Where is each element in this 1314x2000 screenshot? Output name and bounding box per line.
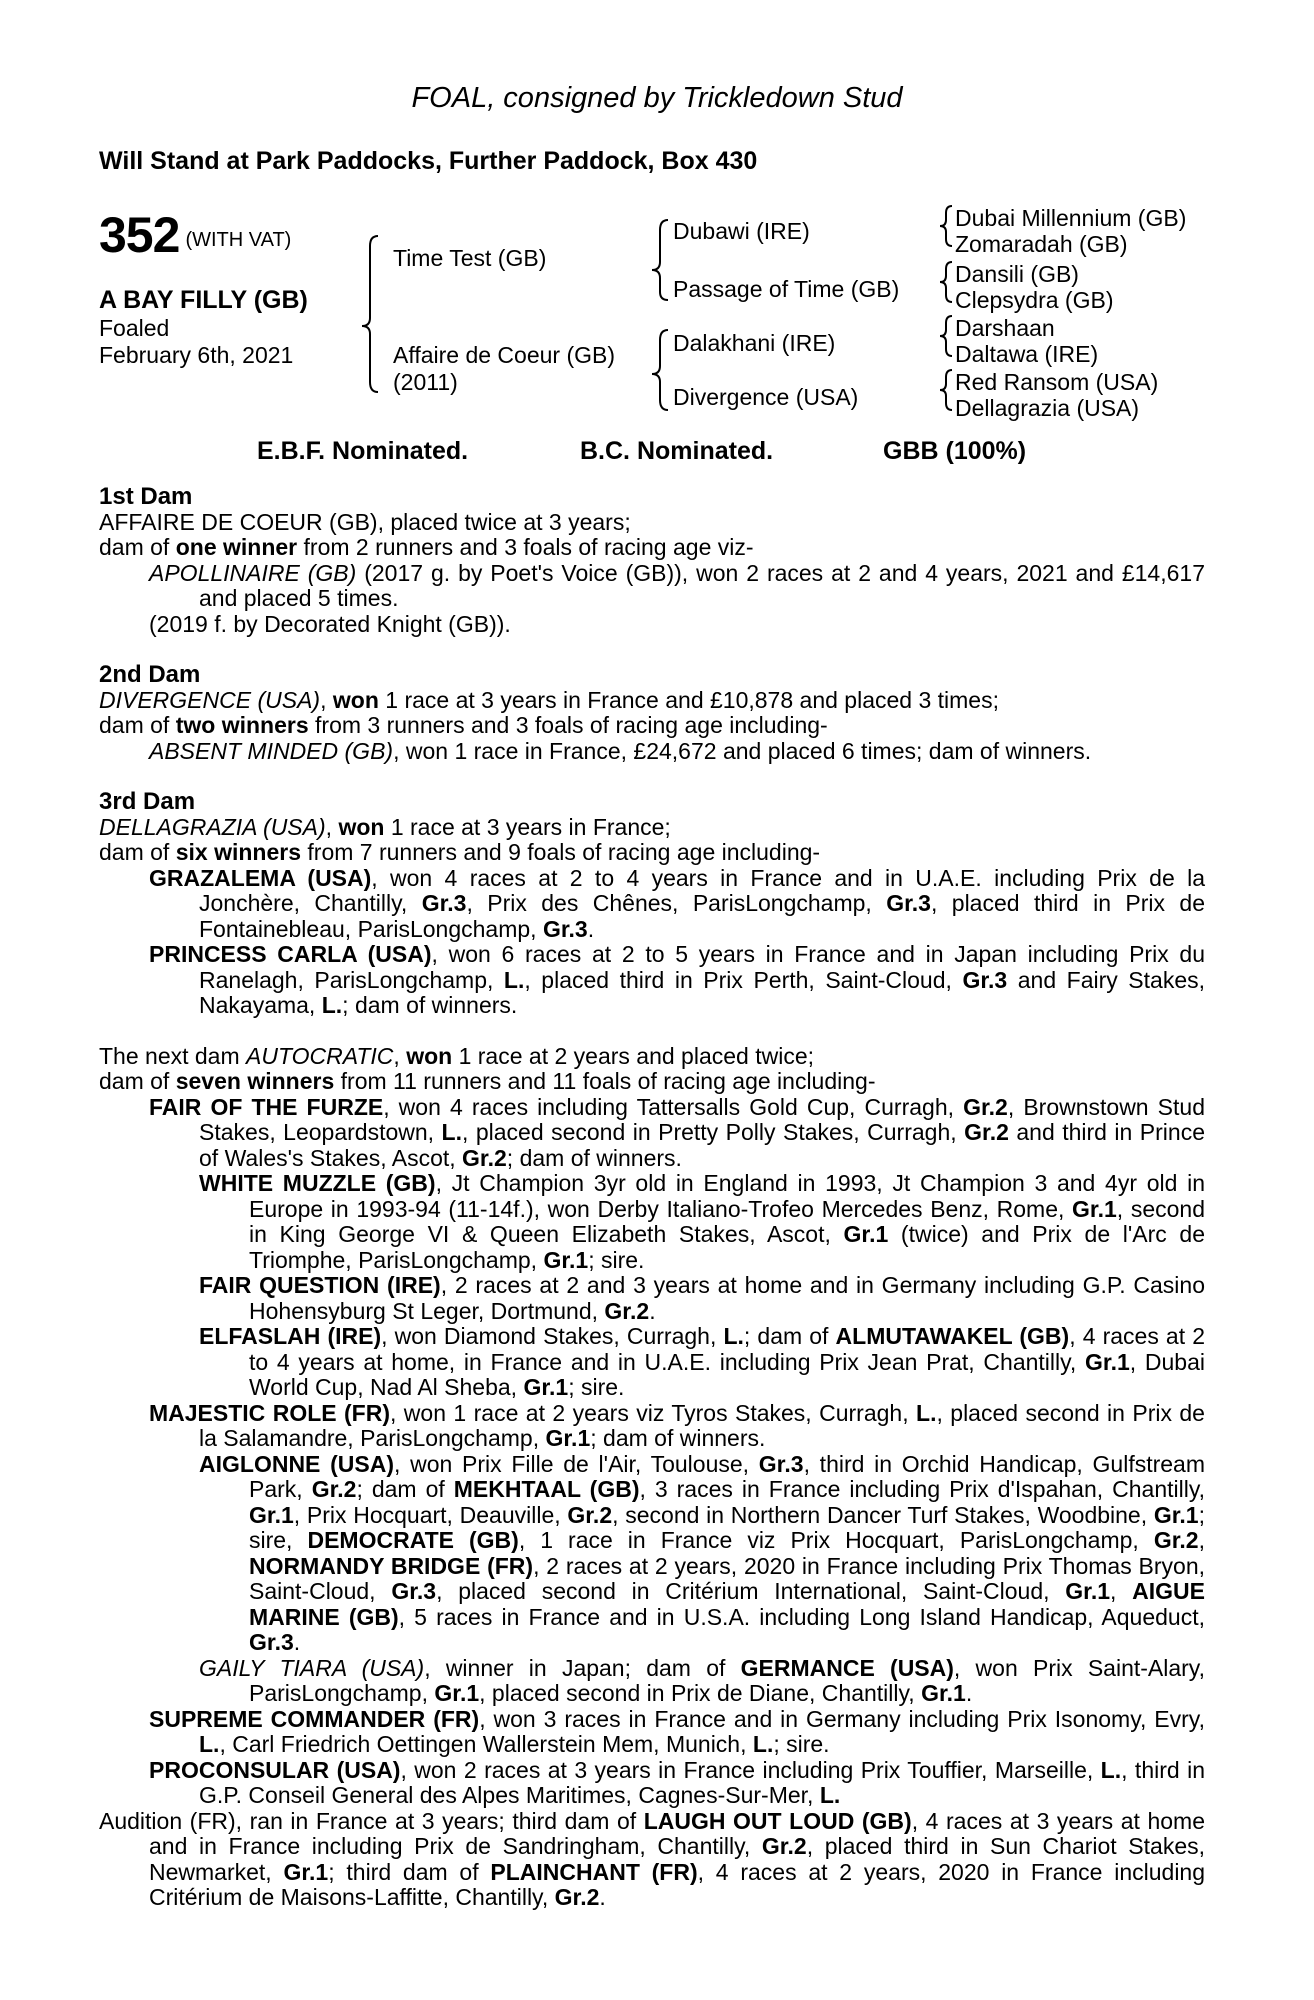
text-run-bold: MEKHTAAL (GB) (453, 1476, 640, 1502)
foaled-label: Foaled (99, 315, 170, 341)
text-run: , 2 races at 2 and 3 years at home and in Germany including G.P. Casino Hohensyburg St Leger, Dortmund, (249, 1272, 1205, 1324)
text-run-bold: GERMANCE (USA) (740, 1654, 954, 1681)
apollinaire-entry (99, 561, 1205, 612)
text-run: , third in G.P. Conseil General des Alpes Maritimes, Cagnes-Sur-Mer, (199, 1756, 1205, 1808)
text-run: , placed third in Prix de Fontainebleau, ParisLongchamp, (199, 890, 1205, 942)
text-run-bold: SUPREME COMMANDER (FR) (149, 1705, 480, 1732)
text-run-bold: Gr.1 (1153, 1501, 1199, 1528)
text-run-bold: L. (819, 1782, 841, 1808)
text-run-bold: Gr.1 (1065, 1578, 1111, 1604)
text-run: , Prix des Chênes, ParisLongchamp, (466, 890, 887, 916)
text-run-bold: Gr.1 (283, 1858, 329, 1885)
stand-location: Will Stand at Park Paddocks, Further Paddock, Box 430 (99, 147, 758, 175)
text-run-bold: Gr.2 (604, 1297, 650, 1324)
text-run: ; dam of (356, 1476, 454, 1502)
text-run-bold: seven winners (175, 1069, 335, 1094)
third-dam-produce-line (99, 840, 1205, 866)
first-dam-line: AFFAIRE DE COEUR (GB), placed twice at 3 years; (99, 509, 631, 535)
text-run: , 4 races at 2 to 4 years at home, in France and in U.A.E. including Prix Jean Prat, Chantilly, (249, 1323, 1205, 1375)
text-run: , Dubai World Cup, Nad Al Sheba, (249, 1348, 1205, 1400)
text-run-bold: Gr.1 (1072, 1195, 1117, 1222)
text-run-bold: FAIR QUESTION (IRE) (199, 1272, 441, 1298)
text-run: , won 2 races at 3 years in France including Prix Touffier, Marseille, (400, 1756, 1101, 1783)
text-run: 1 race at 2 years and placed twice; (452, 1043, 815, 1069)
text-run: ; sire. (588, 1246, 645, 1273)
pedigree-dam (393, 342, 615, 396)
text-run: , second in Northern Dancer Turf Stakes, Woodbine, (612, 1501, 1154, 1528)
text-run: , won Diamond Stakes, Curragh, (381, 1323, 724, 1349)
third-dam-line (99, 815, 1205, 841)
text-run: from 11 runners and 11 foals of racing age including- (334, 1069, 876, 1094)
text-run-italic: AUTOCRATIC (246, 1043, 394, 1069)
text-run: , placed second in Prix de Diane, Chantilly, (479, 1680, 922, 1706)
audition-entry (99, 1809, 1205, 1911)
text-run: , won 4 races at 2 to 4 years in France and in U.A.E. including Prix de la Jonchère, Chantilly, (199, 864, 1205, 916)
text-run-bold: Gr.2 (567, 1501, 613, 1528)
text-run-bold: GRAZALEMA (USA) (149, 864, 372, 891)
text-run-bold: Gr.3 (249, 1629, 294, 1655)
text-run-bold: L. (199, 1731, 220, 1757)
text-run-bold: Gr.3 (542, 915, 588, 942)
foaled-date: February 6th, 2021 (99, 342, 294, 368)
text-run-bold: Gr.2 (462, 1144, 507, 1171)
page-heading: FOAL, consigned by Trickledown Stud (411, 82, 903, 114)
vat-label: (WITH VAT) (185, 229, 292, 251)
text-run: , 5 races in France and in U.S.A. including Long Island Handicap, Aqueduct, (398, 1603, 1205, 1630)
text-run-bold: Gr.1 (843, 1221, 889, 1247)
text-run-italic: DIVERGENCE (USA) (99, 687, 321, 713)
text-run-bold: PLAINCHANT (FR) (490, 1858, 698, 1885)
text-run: , won 4 races including Tattersalls Gold Cup, Curragh, (383, 1093, 964, 1120)
text-run-bold: Gr.2 (761, 1833, 807, 1859)
text-run: , Carl Friedrich Oettingen Wallerstein Mem, Munich, (219, 1731, 753, 1757)
pedigree-gen2-1: Dubawi (IRE) (673, 218, 810, 244)
princess-carla-entry (99, 942, 1205, 1019)
second-dam-line (99, 688, 1205, 714)
fair-of-the-furze-entry (99, 1095, 1205, 1172)
text-run: from 3 runners and 3 foals of racing age including- (308, 713, 828, 738)
text-run: , won 1 race in France, £24,672 and placed 6 times; dam of winners. (393, 738, 1092, 764)
text-run-bold: won (338, 814, 385, 840)
text-run: , Brownstown Stud Stakes, Leopardstown, (199, 1093, 1205, 1145)
text-run: , winner in Japan; dam of (424, 1654, 741, 1681)
pedigree-gen3-1: Dubai Millennium (GB) (955, 205, 1187, 231)
text-run: , placed second in Prix de la Salamandre, ParisLongchamp, (199, 1399, 1205, 1451)
text-run: (twice) and Prix de l'Arc de Triomphe, ParisLongchamp, (249, 1221, 1205, 1273)
text-run-bold: Gr.2 (554, 1884, 600, 1910)
proconsular-entry (99, 1758, 1205, 1809)
text-run: ; third dam of (328, 1858, 491, 1885)
text-run-italic: GAILY TIARA (USA) (199, 1654, 425, 1681)
produce-record (99, 484, 1205, 1911)
absent-minded-entry (99, 739, 1205, 765)
text-run: , Prix Hocquart, Deauville, (293, 1501, 568, 1528)
gaily-tiara-entry (99, 1656, 1205, 1707)
lot-number: 352 (99, 207, 180, 263)
text-run: from 2 runners and 3 foals of racing age viz- (297, 535, 754, 560)
text-run-bold: won (406, 1043, 453, 1069)
text-run: , (325, 814, 339, 840)
text-run-bold: ALMUTAWAKEL (GB) (835, 1323, 1070, 1349)
text-run-bold: Gr.3 (758, 1450, 804, 1477)
text-run-bold: WHITE MUZZLE (GB) (199, 1170, 436, 1196)
text-run-bold: L. (321, 992, 343, 1018)
text-run: ; dam of (743, 1323, 836, 1349)
text-run: , second in King George VI & Queen Elizabeth Stakes, Ascot, (249, 1195, 1205, 1247)
pedigree-sire: Time Test (GB) (393, 245, 547, 271)
text-run: dam of (99, 713, 176, 738)
second-dam-section (99, 662, 1205, 764)
gbb-rating: GBB (100%) (883, 437, 1027, 465)
text-run-bold: Gr.2 (964, 1119, 1009, 1145)
text-run-bold: won (332, 687, 379, 713)
text-run-bold: Gr.3 (886, 890, 931, 916)
text-run-bold: NORMANDY BRIDGE (FR) (249, 1552, 534, 1579)
text-run: , Jt Champion 3yr old in England in 1993, Jt Champion 3 and 4yr old in Europe in 1993-94 (11-14f.), won Derby Italiano-Trofeo Mercedes Benz, Rome, (249, 1170, 1205, 1222)
text-run-bold: Gr.3 (391, 1578, 437, 1604)
text-run: 1 race at 3 years in France and £10,878 and placed 3 times; (378, 687, 999, 713)
pedigree-gen3-2: Zomaradah (GB) (955, 231, 1128, 257)
text-run: ; sire. (773, 1731, 830, 1757)
text-run: The next dam (99, 1043, 247, 1069)
text-run: , (1110, 1578, 1133, 1604)
foal-2019-entry: (2019 f. by Decorated Knight (GB)). (149, 611, 511, 637)
text-run: , won Prix Saint-Alary, ParisLongchamp, (249, 1654, 1205, 1706)
text-run: , placed second in Critérium International, Saint-Cloud, (436, 1578, 1066, 1604)
text-run-bold: two winners (175, 713, 309, 738)
text-run-bold: LAUGH OUT LOUD (GB) (643, 1807, 912, 1834)
pedigree-gen3-3: Dansili (GB) (955, 261, 1079, 287)
pedigree-dam-year: (2011) (393, 369, 458, 395)
pedigree-dam-name: Affaire de Coeur (GB) (393, 342, 616, 368)
text-run-bold: AIGLONNE (USA) (199, 1450, 394, 1477)
text-run-bold: L. (441, 1119, 462, 1145)
first-dam-section (99, 484, 1205, 637)
pedigree-gen3-4: Clepsydra (GB) (955, 287, 1114, 313)
text-run: from 7 runners and 9 foals of racing age including- (301, 840, 821, 865)
second-dam-produce-line (99, 713, 1205, 739)
text-run-bold: AIGUE MARINE (GB) (249, 1578, 1205, 1630)
text-run: ; dam of winners. (342, 992, 518, 1018)
majestic-role-entry (99, 1401, 1205, 1452)
aiglonne-entry (99, 1452, 1205, 1656)
grazalema-entry (99, 866, 1205, 943)
text-run-bold: MAJESTIC ROLE (FR) (149, 1399, 390, 1426)
text-run: Audition (FR), ran in France at 3 years; third dam of (99, 1807, 644, 1834)
third-dam-section (99, 789, 1205, 1019)
text-run: , (320, 687, 333, 713)
pedigree-gen2-3: Dalakhani (IRE) (673, 330, 836, 356)
text-run-bold: Gr.2 (311, 1476, 357, 1502)
text-run-bold: Gr.1 (1085, 1348, 1130, 1375)
text-run-bold: Gr.2 (1153, 1527, 1199, 1553)
text-run: and third in Prince of Wales's Stakes, Ascot, (199, 1119, 1205, 1171)
text-run-italic: ABSENT MINDED (GB) (149, 738, 394, 764)
text-run: , 3 races in France including Prix d'Ispahan, Chantilly, (639, 1476, 1206, 1502)
text-run-bold: ELFASLAH (IRE) (199, 1323, 382, 1349)
text-run-bold: L. (1100, 1756, 1122, 1783)
text-run: ; dam of winners. (506, 1144, 682, 1171)
text-run: , (393, 1043, 407, 1069)
elfaslah-entry (99, 1324, 1205, 1401)
text-run: , 2 races at 2 years, 2020 in France including Prix Thomas Bryon, Saint-Cloud, (249, 1552, 1205, 1604)
pedigree-gen3-6: Daltawa (IRE) (955, 341, 1099, 367)
supreme-commander-entry (99, 1707, 1205, 1758)
text-run-bold: Gr.1 (523, 1374, 569, 1400)
text-run-bold: Gr.1 (543, 1246, 589, 1273)
text-run: , won 1 race at 2 years viz Tyros Stakes, Curragh, (390, 1399, 917, 1426)
text-run: dam of (99, 840, 176, 865)
text-run-bold: Gr.2 (963, 1093, 1008, 1120)
text-run: , placed third in Prix Perth, Saint-Cloud, (524, 966, 963, 993)
first-dam-title: 1st Dam (99, 483, 193, 510)
text-run-bold: Gr.3 (421, 890, 467, 916)
next-dam-produce-line (99, 1069, 1205, 1095)
ebf-nomination: E.B.F. Nominated. (257, 437, 469, 465)
pedigree-gen2-4: Divergence (USA) (673, 384, 859, 410)
text-run: . (649, 1297, 656, 1324)
pedigree-gen3-7: Red Ransom (USA) (955, 369, 1159, 395)
text-run: , 4 races at 2 years, 2020 in France including Critérium de Maisons-Laffitte, Chantilly, (149, 1858, 1206, 1910)
text-run-bold: PRINCESS CARLA (USA) (149, 941, 432, 967)
text-run-italic: APOLLINAIRE (GB) (149, 559, 357, 586)
text-run: 1 race at 3 years in France; (384, 814, 671, 840)
text-run: , won 3 races in France and in Germany including Prix Isonomy, Evry, (479, 1705, 1205, 1732)
text-run-bold: Gr.1 (434, 1680, 480, 1706)
text-run: , won Prix Fille de l'Air, Toulouse, (394, 1450, 759, 1477)
text-run-bold: one winner (175, 535, 298, 560)
pedigree-gen2-2: Passage of Time (GB) (673, 276, 900, 302)
text-run-bold: FAIR OF THE FURZE (149, 1093, 384, 1120)
text-run-bold: Gr.3 (962, 966, 1008, 993)
text-run: and Fairy Stakes, Nakayama, (199, 966, 1205, 1018)
text-run: , (1198, 1527, 1205, 1553)
text-run: . (587, 915, 595, 942)
text-run: dam of (99, 535, 176, 560)
fair-question-entry (99, 1273, 1205, 1324)
text-run: dam of (99, 1069, 176, 1094)
white-muzzle-entry (99, 1171, 1205, 1273)
text-run: . (599, 1884, 606, 1910)
text-run: ; dam of winners. (590, 1425, 766, 1451)
text-run-bold: PROCONSULAR (USA) (149, 1756, 401, 1783)
horse-name: A BAY FILLY (GB) (99, 286, 308, 314)
text-run-bold: Gr.1 (921, 1680, 966, 1706)
second-dam-title: 2nd Dam (99, 661, 201, 688)
first-dam-produce-line (99, 535, 1205, 561)
text-run: , won 6 races at 2 to 5 years in France and in Japan including Prix du Ranelagh, ParisLongchamp, (199, 941, 1205, 993)
text-run: , 4 races at 3 years at home and in France including Prix de Sandringham, Chantilly, (149, 1807, 1206, 1859)
pedigree-gen3-5: Darshaan (955, 315, 1055, 341)
text-run: , placed third in Sun Chariot Stakes, Newmarket, (149, 1833, 1206, 1885)
text-run-bold: Gr.1 (545, 1425, 591, 1451)
text-run: (2017 g. by Poet's Voice (GB)), won 2 races at 2 and 4 years, 2021 and £14,617 and placed 5 times. (199, 559, 1205, 611)
text-run: ; sire. (568, 1374, 625, 1400)
next-dam-line (99, 1044, 1205, 1070)
next-dam-section (99, 1044, 1205, 1911)
text-run-bold: six winners (175, 840, 301, 865)
text-run-bold: L. (916, 1399, 937, 1426)
text-run: ; sire, (249, 1501, 1205, 1553)
text-run-bold: L. (752, 1731, 774, 1757)
text-run-bold: Gr.1 (249, 1501, 294, 1528)
text-run: , third in Orchid Handicap, Gulfstream Park, (249, 1450, 1205, 1502)
text-run: , 1 race in France viz Prix Hocquart, ParisLongchamp, (518, 1527, 1154, 1553)
text-run-bold: DEMOCRATE (GB) (307, 1527, 519, 1553)
text-run: , placed second in Pretty Polly Stakes, Curragh, (461, 1119, 965, 1145)
text-run: . (965, 1680, 973, 1706)
text-run-italic: DELLAGRAZIA (USA) (99, 814, 326, 840)
third-dam-title: 3rd Dam (99, 788, 196, 815)
text-run-bold: L. (503, 966, 525, 993)
pedigree-gen3-8: Dellagrazia (USA) (955, 395, 1140, 421)
text-run-bold: L. (723, 1323, 744, 1349)
text-run: . (293, 1629, 301, 1655)
bc-nomination: B.C. Nominated. (580, 437, 774, 465)
